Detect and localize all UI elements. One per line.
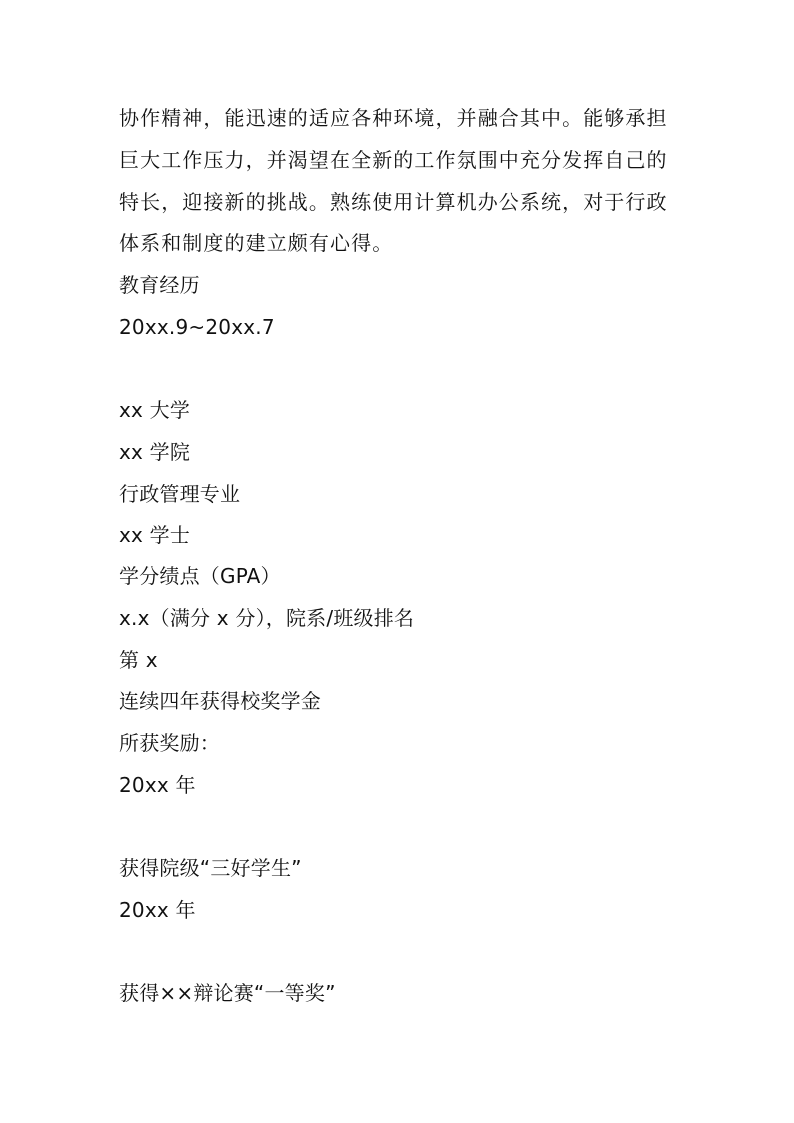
college-name: xx 学院 <box>119 440 191 464</box>
gpa-value: x.x（满分 x 分），院系/班级排名 <box>119 606 415 630</box>
class-rank: 第 x <box>119 648 158 672</box>
award-year-2: 20xx 年 <box>119 898 196 922</box>
award-2: 获得××辩论赛“一等奖” <box>119 981 336 1005</box>
scholarship-text: 连续四年获得校奖学金 <box>119 689 321 713</box>
gpa-label: 学分绩点（GPA） <box>119 564 281 588</box>
intro-line-2: 巨大工作压力，并渴望在全新的工作氛围中充分发挥自己的 <box>119 148 668 172</box>
university-name: xx 大学 <box>119 398 191 422</box>
education-period: 20xx.9~20xx.7 <box>119 315 275 339</box>
intro-line-1: 协作精神，能迅速的适应各种环境，并融合其中。能够承担 <box>119 106 668 130</box>
awards-heading: 所获奖励： <box>119 731 220 755</box>
award-year-1: 20xx 年 <box>119 773 196 797</box>
major-name: 行政管理专业 <box>119 482 241 506</box>
degree-name: xx 学士 <box>119 523 191 547</box>
intro-line-3: 特长，迎接新的挑战。熟练使用计算机办公系统，对于行政 <box>119 190 668 214</box>
award-1: 获得院级“三好学生” <box>119 856 302 880</box>
intro-line-4: 体系和制度的建立颇有心得。 <box>119 231 394 255</box>
education-heading: 教育经历 <box>119 273 200 297</box>
